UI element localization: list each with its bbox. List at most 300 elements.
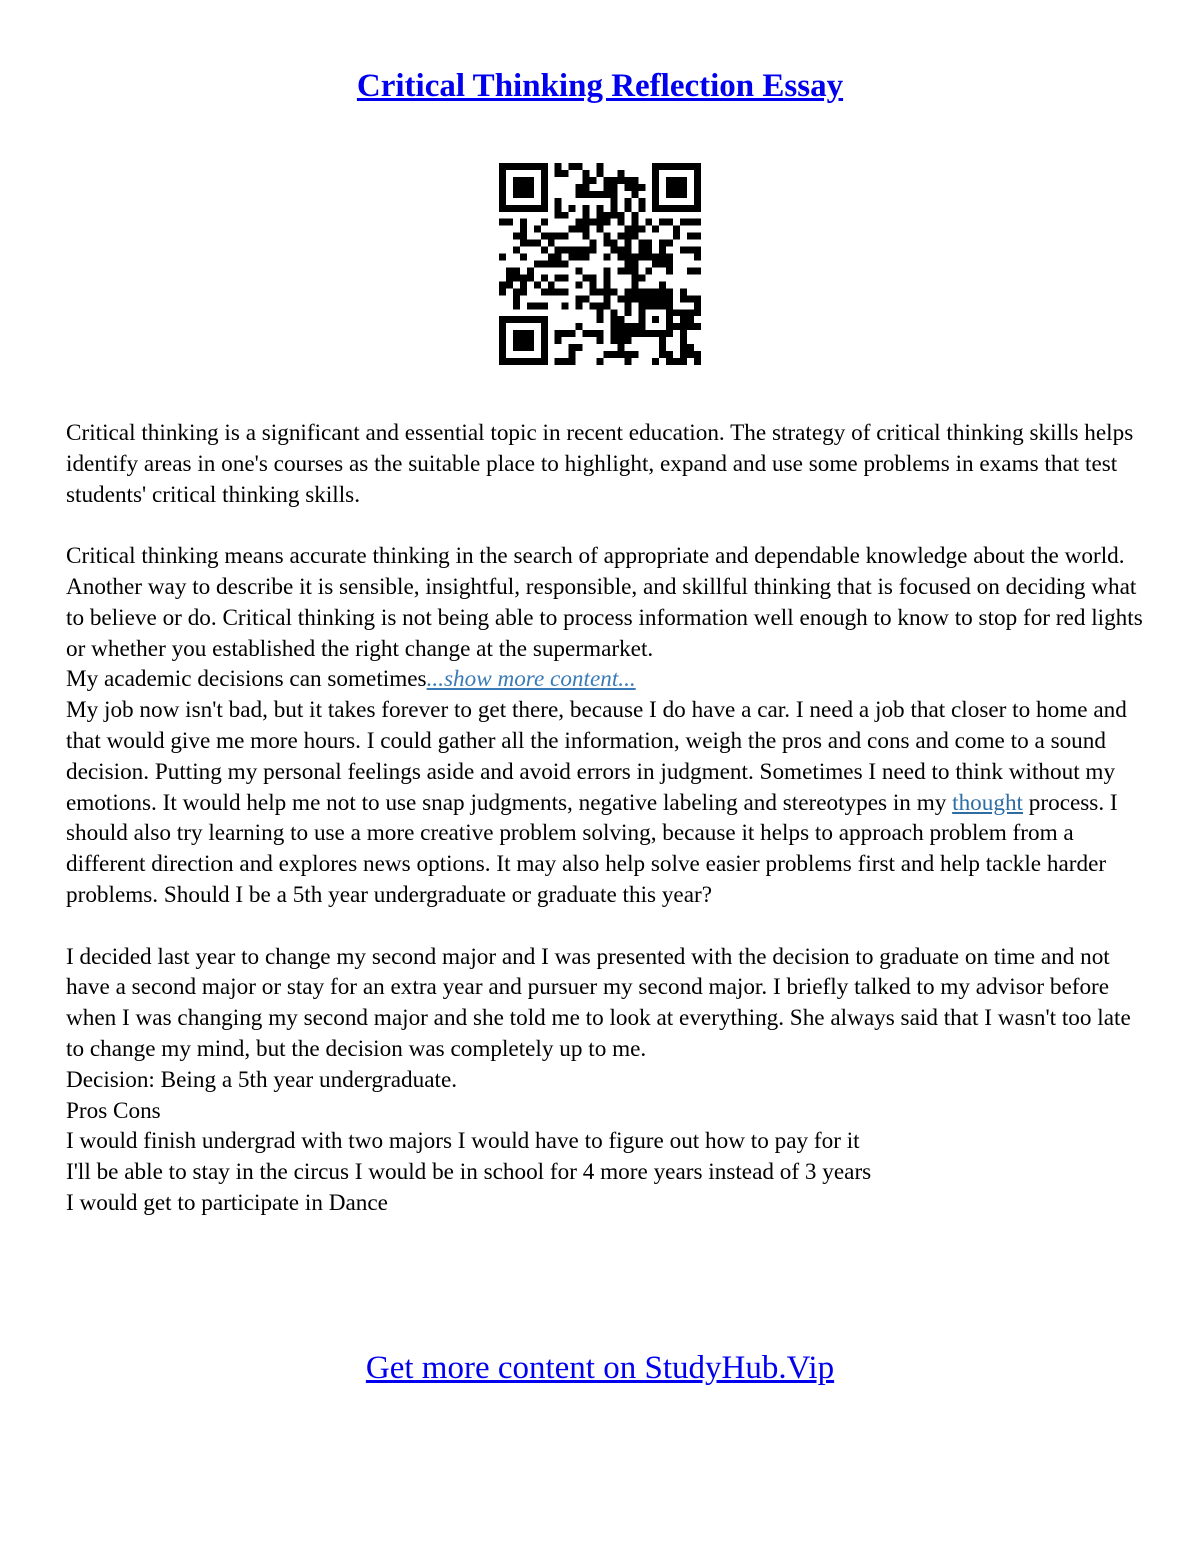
qr-module (534, 281, 541, 288)
qr-module (631, 177, 638, 184)
qr-module (576, 281, 583, 288)
qr-module (569, 358, 576, 365)
qr-module (541, 351, 548, 358)
qr-module (666, 205, 673, 212)
qr-module (617, 351, 624, 358)
qr-module (541, 233, 548, 240)
qr-module (527, 316, 534, 323)
qr-module (534, 261, 541, 268)
qr-module (499, 316, 506, 323)
qr-module (583, 274, 590, 281)
qr-module (597, 302, 604, 309)
qr-module (638, 198, 645, 205)
qr-module (520, 337, 527, 344)
qr-module (555, 274, 562, 281)
qr-module (603, 233, 610, 240)
qr-module (590, 240, 597, 247)
qr-module (617, 316, 624, 323)
qr-module (659, 281, 666, 288)
qr-module (652, 191, 659, 198)
qr-module (555, 358, 562, 365)
qr-module (499, 337, 506, 344)
qr-module (645, 295, 652, 302)
qr-module (499, 344, 506, 351)
qr-module (617, 170, 624, 177)
qr-module (652, 198, 659, 205)
qr-module (652, 163, 659, 170)
qr-module (527, 302, 534, 309)
qr-module (583, 295, 590, 302)
qr-module (638, 205, 645, 212)
qr-module (597, 170, 604, 177)
qr-module (610, 240, 617, 247)
document-title (0, 64, 1200, 108)
title-link[interactable]: Critical Thinking Reflection Essay (356, 68, 844, 104)
pros-cons-row-2: I'll be able to stay in the circus I would be in school for 4 more years instead of 3 years (66, 1159, 872, 1186)
qr-module (603, 274, 610, 281)
qr-module (541, 330, 548, 337)
qr-module (631, 351, 638, 358)
qr-module (687, 295, 694, 302)
qr-module (603, 254, 610, 261)
qr-code-icon (499, 163, 701, 365)
qr-module (610, 309, 617, 316)
qr-module (576, 302, 583, 309)
paragraph-gap (66, 510, 1146, 541)
qr-module (548, 233, 555, 240)
pros-cons-row-3: I would get to participate in Dance (66, 1189, 388, 1216)
qr-module (541, 261, 548, 268)
qr-module (659, 247, 666, 254)
qr-module (631, 267, 638, 274)
qr-module (673, 309, 680, 316)
qr-module (576, 344, 583, 351)
qr-module (687, 267, 694, 274)
qr-module (555, 163, 562, 170)
qr-module (520, 184, 527, 191)
qr-module (499, 163, 506, 170)
qr-module (562, 247, 569, 254)
qr-module (569, 247, 576, 254)
qr-module (499, 184, 506, 191)
qr-module (652, 316, 659, 323)
qr-module (610, 191, 617, 198)
qr-module (610, 212, 617, 219)
qr-module (652, 330, 659, 337)
qr-module (555, 254, 562, 261)
qr-module (666, 254, 673, 261)
qr-module (555, 233, 562, 240)
qr-module (694, 170, 701, 177)
qr-module (541, 247, 548, 254)
qr-module (576, 163, 583, 170)
qr-module (694, 219, 701, 226)
qr-module (583, 177, 590, 184)
qr-module (576, 295, 583, 302)
qr-module (513, 330, 520, 337)
qr-module (513, 316, 520, 323)
qr-module (520, 233, 527, 240)
qr-module (652, 184, 659, 191)
qr-module (590, 191, 597, 198)
qr-module (527, 240, 534, 247)
qr-module (555, 330, 562, 337)
qr-module (513, 288, 520, 295)
qr-module (645, 330, 652, 337)
qr-module (659, 330, 666, 337)
qr-module (624, 323, 631, 330)
qr-module (597, 205, 604, 212)
qr-module (666, 323, 673, 330)
qr-module (680, 309, 687, 316)
qr-module (631, 330, 638, 337)
qr-module (569, 163, 576, 170)
qr-module (617, 212, 624, 219)
pros-cons-row-1: I would finish undergrad with two majors I would have to figure out how to pay for it (66, 1128, 860, 1155)
qr-module (687, 316, 694, 323)
qr-module (597, 316, 604, 323)
qr-module (548, 288, 555, 295)
qr-module (666, 351, 673, 358)
qr-module (576, 226, 583, 233)
qr-module (520, 330, 527, 337)
qr-module (624, 205, 631, 212)
qr-module (652, 205, 659, 212)
qr-module (624, 226, 631, 233)
qr-module (638, 288, 645, 295)
qr-module (638, 274, 645, 281)
qr-module (680, 219, 687, 226)
qr-module (659, 295, 666, 302)
qr-module (680, 163, 687, 170)
paragraph-gap (66, 911, 1146, 942)
qr-module (513, 233, 520, 240)
qr-module (624, 351, 631, 358)
qr-module (527, 267, 534, 274)
qr-module (562, 170, 569, 177)
qr-module (506, 316, 513, 323)
qr-module (610, 177, 617, 184)
qr-module (631, 261, 638, 268)
decision-line: Decision: Being a 5th year undergraduate. (66, 1066, 458, 1093)
qr-module (694, 302, 701, 309)
qr-module (694, 254, 701, 261)
qr-module (610, 184, 617, 191)
qr-module (513, 247, 520, 254)
qr-module (680, 295, 687, 302)
qr-module (541, 198, 548, 205)
qr-module (583, 254, 590, 261)
qr-module (569, 226, 576, 233)
qr-module (624, 177, 631, 184)
qr-module (645, 288, 652, 295)
job-text-after: process. I should also try learning to use a more creative problem solving, because it helps to approach problem from a different direction and explores news options. It may also help solve easier problems first and help tackle harder problems. Should I be a 5th year undergraduate or graduate this year? (66, 789, 1118, 908)
qr-module (499, 281, 506, 288)
qr-module (652, 254, 659, 261)
qr-module (555, 337, 562, 344)
qr-module (520, 191, 527, 198)
qr-module (617, 219, 624, 226)
qr-module (590, 330, 597, 337)
qr-module (624, 198, 631, 205)
qr-module (541, 205, 548, 212)
qr-module (659, 163, 666, 170)
qr-module (610, 288, 617, 295)
qr-module (603, 302, 610, 309)
qr-module (645, 240, 652, 247)
qr-module (624, 330, 631, 337)
qr-module (534, 316, 541, 323)
qr-module (631, 191, 638, 198)
paragraph-intro: Critical thinking is a significant and essential topic in recent education. The strategy of critical thinking skills helps identify areas in one's courses as the suitable place to highlight, expand and use some problems in exams that test students' critical thinking skills. (66, 420, 1134, 508)
qr-module (694, 351, 701, 358)
qr-module (645, 219, 652, 226)
qr-module (527, 274, 534, 281)
qr-module (513, 358, 520, 365)
qr-module (527, 191, 534, 198)
qr-module (506, 267, 513, 274)
qr-module (659, 344, 666, 351)
qr-module (576, 219, 583, 226)
qr-module (541, 358, 548, 365)
qr-module (617, 233, 624, 240)
qr-module (603, 219, 610, 226)
qr-module (562, 358, 569, 365)
qr-module (645, 254, 652, 261)
qr-module (687, 344, 694, 351)
qr-module (597, 226, 604, 233)
qr-module (666, 261, 673, 268)
qr-module (597, 212, 604, 219)
qr-module (541, 177, 548, 184)
qr-module (590, 177, 597, 184)
qr-module (652, 288, 659, 295)
qr-module (694, 184, 701, 191)
qr-module (666, 177, 673, 184)
qr-module (673, 191, 680, 198)
qr-module (513, 177, 520, 184)
qr-module (659, 302, 666, 309)
qr-module (652, 358, 659, 365)
qr-module (562, 212, 569, 219)
qr-module (555, 288, 562, 295)
qr-module (548, 254, 555, 261)
qr-module (541, 288, 548, 295)
qr-module (666, 309, 673, 316)
qr-module (520, 205, 527, 212)
qr-module (631, 212, 638, 219)
qr-module (520, 240, 527, 247)
qr-module (583, 330, 590, 337)
qr-module (631, 233, 638, 240)
qr-module (652, 177, 659, 184)
qr-module (576, 247, 583, 254)
qr-module (610, 198, 617, 205)
qr-module (617, 295, 624, 302)
qr-module (638, 302, 645, 309)
qr-module (694, 309, 701, 316)
qr-module (513, 163, 520, 170)
qr-module (694, 177, 701, 184)
qr-module (541, 191, 548, 198)
qr-module (541, 163, 548, 170)
qr-module (680, 247, 687, 254)
qr-module (603, 295, 610, 302)
qr-module (597, 330, 604, 337)
qr-module (562, 233, 569, 240)
qr-module (513, 267, 520, 274)
qr-module (576, 184, 583, 191)
qr-module (666, 358, 673, 365)
qr-module (583, 184, 590, 191)
qr-module (687, 219, 694, 226)
qr-module (638, 330, 645, 337)
qr-module (520, 344, 527, 351)
qr-module (659, 219, 666, 226)
qr-module (610, 337, 617, 344)
qr-module (527, 330, 534, 337)
footer (0, 1346, 1200, 1390)
qr-module (534, 302, 541, 309)
qr-module (597, 288, 604, 295)
thought-link[interactable]: thought (952, 789, 1023, 816)
qr-module (541, 323, 548, 330)
qr-module (687, 233, 694, 240)
qr-module (597, 191, 604, 198)
qr-module (687, 309, 694, 316)
job-text-before: My job now isn't bad, but it takes forever to get there, because I do have a car. I need a job that closer to home and that would give me more hours. I could gather all the information, weigh the pros and cons and come to a sound decision. Putting my personal feelings aside and avoid errors in judgment. Sometimes I need to think without my emotions. It would help me not to use snap judgments, negative labeling and stereotypes in my (66, 697, 1127, 816)
qr-module (548, 281, 555, 288)
qr-module (576, 254, 583, 261)
qr-module (590, 288, 597, 295)
qr-module (666, 219, 673, 226)
qr-module (513, 344, 520, 351)
qr-module (583, 233, 590, 240)
qr-module (541, 337, 548, 344)
qr-module (610, 351, 617, 358)
qr-module (506, 163, 513, 170)
qr-module (638, 254, 645, 261)
qr-module (583, 247, 590, 254)
qr-module (638, 247, 645, 254)
qr-module (610, 205, 617, 212)
qr-module (694, 295, 701, 302)
qr-module (673, 163, 680, 170)
studyhub-link[interactable]: Get more content on StudyHub.Vip (365, 1350, 835, 1386)
qr-module (624, 337, 631, 344)
qr-module (569, 351, 576, 358)
qr-module (520, 226, 527, 233)
qr-module (520, 288, 527, 295)
qr-module (499, 191, 506, 198)
qr-module (576, 191, 583, 198)
qr-module (631, 254, 638, 261)
paragraph-academic-decisions (66, 664, 1146, 695)
qr-module (610, 323, 617, 330)
qr-module (673, 233, 680, 240)
qr-module (617, 330, 624, 337)
qr-module (617, 177, 624, 184)
qr-module (513, 191, 520, 198)
qr-module (666, 295, 673, 302)
qr-module (617, 323, 624, 330)
qr-module (610, 316, 617, 323)
qr-module (562, 330, 569, 337)
show-more-content-link[interactable]: ...show more content... (426, 666, 636, 693)
qr-module (499, 205, 506, 212)
qr-module (694, 323, 701, 330)
qr-module (506, 274, 513, 281)
qr-module (603, 281, 610, 288)
qr-module (583, 191, 590, 198)
qr-module (603, 184, 610, 191)
qr-module (624, 240, 631, 247)
qr-module (631, 295, 638, 302)
qr-module (673, 323, 680, 330)
qr-module (541, 344, 548, 351)
qr-module (645, 302, 652, 309)
qr-module (666, 240, 673, 247)
qr-module (569, 344, 576, 351)
qr-module (548, 240, 555, 247)
qr-module (527, 344, 534, 351)
qr-module (652, 302, 659, 309)
qr-module (576, 323, 583, 330)
qr-module (569, 330, 576, 337)
qr-module (638, 184, 645, 191)
qr-module (506, 205, 513, 212)
qr-module (527, 358, 534, 365)
qr-module (666, 302, 673, 309)
qr-module (534, 358, 541, 365)
qr-module (624, 267, 631, 274)
qr-module (583, 226, 590, 233)
qr-module (673, 177, 680, 184)
qr-module (680, 323, 687, 330)
qr-module (513, 205, 520, 212)
qr-module (603, 177, 610, 184)
qr-module (659, 240, 666, 247)
qr-module (624, 233, 631, 240)
qr-module (562, 288, 569, 295)
qr-module (617, 344, 624, 351)
qr-module (520, 274, 527, 281)
qr-module (555, 198, 562, 205)
qr-module (506, 358, 513, 365)
qr-module (555, 170, 562, 177)
qr-module (652, 226, 659, 233)
qr-module (638, 323, 645, 330)
essay-body (66, 418, 1146, 1219)
paragraph-major-decision: I decided last year to change my second major and I was presented with the decision to graduate on time and not have a second major or stay for an extra year and pursuer my second major. I briefly talked to my advisor before when I was changing my second major and she told me to look at everything. She always said that I wasn't too late to change my mind, but the decision was completely up to me. (66, 943, 1131, 1062)
qr-module (541, 184, 548, 191)
qr-module (631, 323, 638, 330)
paragraph-definition: Critical thinking means accurate thinking in the search of appropriate and dependable knowledge about the world. Another way to describe it is sensible, insightful, responsible, and skillful thinking that is focused on deciding what to believe or do. Critical thinking is not being able to process information well enough to know to stop for red lights or whether you established the right change at the supermarket. (66, 543, 1143, 662)
qr-module (694, 163, 701, 170)
qr-module (527, 177, 534, 184)
qr-module (520, 254, 527, 261)
qr-module (513, 184, 520, 191)
qr-module (555, 205, 562, 212)
qr-module (603, 212, 610, 219)
qr-module (687, 247, 694, 254)
qr-module (680, 191, 687, 198)
qr-module (603, 351, 610, 358)
qr-module (680, 184, 687, 191)
qr-module (638, 295, 645, 302)
qr-module (548, 261, 555, 268)
qr-module (694, 198, 701, 205)
